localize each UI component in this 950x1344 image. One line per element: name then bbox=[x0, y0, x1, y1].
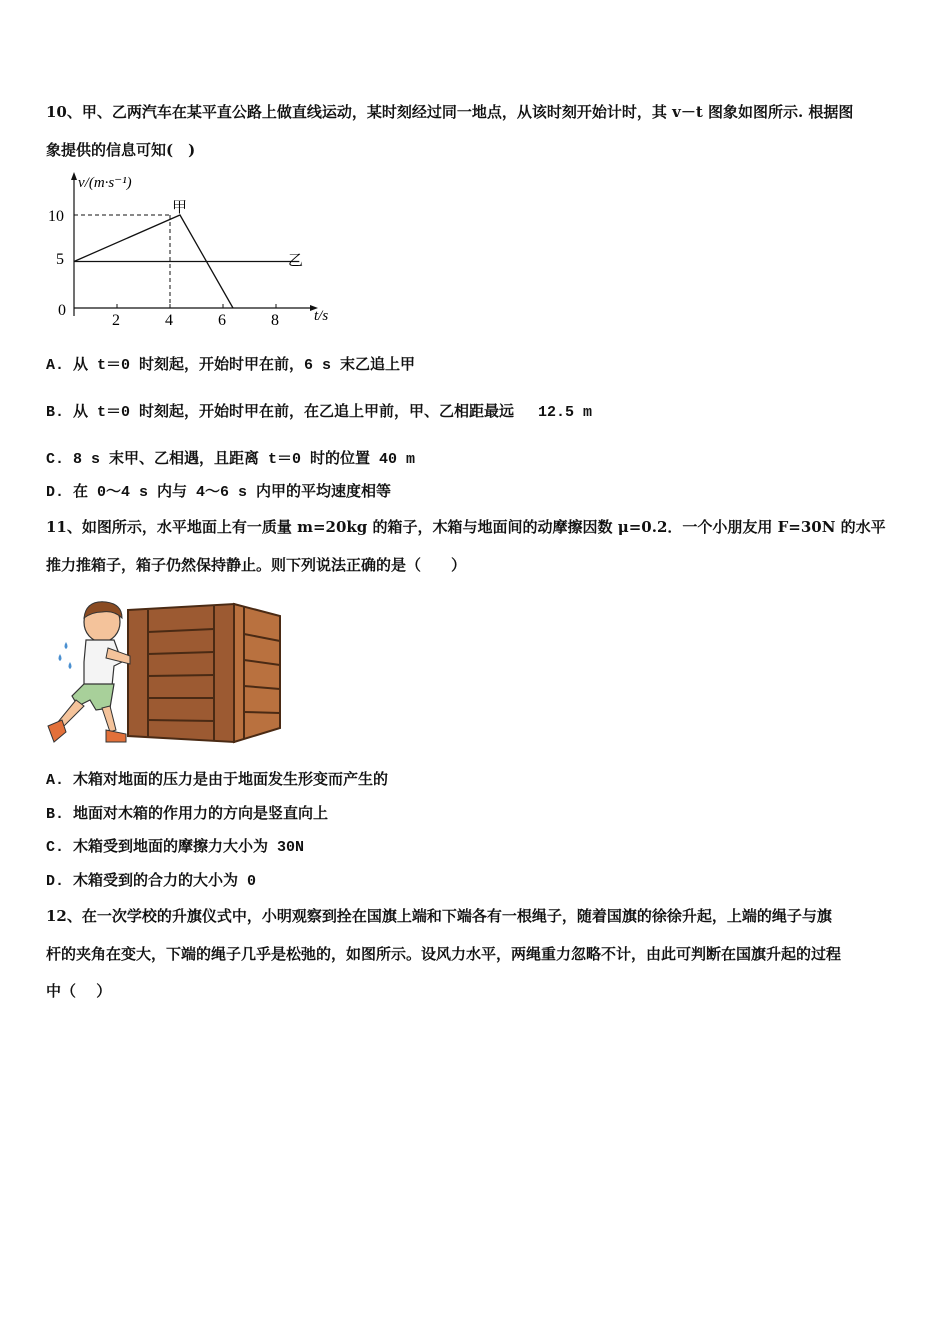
sweat-drop-icon bbox=[59, 654, 62, 661]
q11-option-a: A. 木箱对地面的压力是由于地面发生形变而产生的 bbox=[46, 772, 389, 789]
series-label-yi: 乙 bbox=[288, 253, 304, 269]
x-tick-label-4: 4 bbox=[165, 312, 173, 329]
vt-graph bbox=[44, 168, 344, 330]
q11-option-c: C. 木箱受到地面的摩擦力大小为 30N bbox=[46, 839, 305, 856]
y-axis-arrow bbox=[71, 172, 77, 180]
sweat-drop-icon bbox=[65, 642, 68, 649]
boy-shirt bbox=[84, 640, 122, 688]
series-label-jia: 甲 bbox=[172, 200, 188, 216]
q11-stem-line2: 推力推箱子，箱子仍然保持静止。则下列说法正确的是（ ） bbox=[46, 556, 467, 574]
q10-option-c: C. 8 s 末甲、乙相遇，且距离 t＝0 时的位置 40 m bbox=[46, 451, 416, 468]
q10-stem-line1: 10、甲、乙两汽车在某平直公路上做直线运动，某时刻经过同一地点，从该时刻开始计时，其 v－t 图象如图所示. 根据图 bbox=[46, 103, 854, 121]
q10-option-d: D. 在 0～4 s 内与 4～6 s 内甲的平均速度相等 bbox=[46, 484, 392, 501]
q10-option-b: B. 从 t＝0 时刻起，开始时甲在前，在乙追上甲前，甲、乙相距最远 12.5 m bbox=[46, 404, 593, 421]
q10-option-a: A. 从 t＝0 时刻起，开始时甲在前，6 s 末乙追上甲 bbox=[46, 357, 416, 374]
q11-option-b: B. 地面对木箱的作用力的方向是竖直向上 bbox=[46, 806, 329, 823]
y-tick-label-10: 10 bbox=[48, 208, 64, 225]
boy-pushing-crate-illustration bbox=[44, 596, 284, 746]
boy-shoe-front bbox=[106, 730, 126, 742]
boy-leg-front bbox=[102, 706, 116, 732]
sweat-drop-icon bbox=[69, 662, 72, 669]
q12-stem-line1: 12、在一次学校的升旗仪式中，小明观察到拴在国旗上端和下端各有一根绳子，随着国旗的徐徐升起，上端的绳子与旗 bbox=[46, 907, 832, 925]
q12-stem-line2: 杆的夹角在变大，下端的绳子几乎是松弛的，如图所示。设风力水平，两绳重力忽略不计，由此可判断在国旗升起的过程 bbox=[46, 945, 842, 963]
x-tick-label-8: 8 bbox=[271, 312, 279, 329]
q11-option-d: D. 木箱受到的合力的大小为 0 bbox=[46, 873, 257, 890]
boy-shoe-back bbox=[48, 720, 66, 742]
x-tick-label-2: 2 bbox=[112, 312, 120, 329]
y-tick-label-0: 0 bbox=[58, 302, 66, 319]
y-tick-label-5: 5 bbox=[56, 251, 64, 268]
y-axis-label: v/(m·s⁻¹) bbox=[78, 175, 132, 191]
x-axis-label: t/s bbox=[314, 308, 329, 324]
q12-stem-line3: 中（ ） bbox=[46, 982, 112, 1000]
q10-stem-line2: 象提供的信息可知( ) bbox=[46, 141, 196, 159]
q11-stem-line1: 11、如图所示，水平地面上有一质量 m=20kg 的箱子，木箱与地面间的动摩擦因数 μ=0.2．一个小朋友用 F=30N 的水平 bbox=[46, 518, 886, 536]
crate-side bbox=[234, 604, 280, 742]
x-tick-label-6: 6 bbox=[218, 312, 226, 329]
